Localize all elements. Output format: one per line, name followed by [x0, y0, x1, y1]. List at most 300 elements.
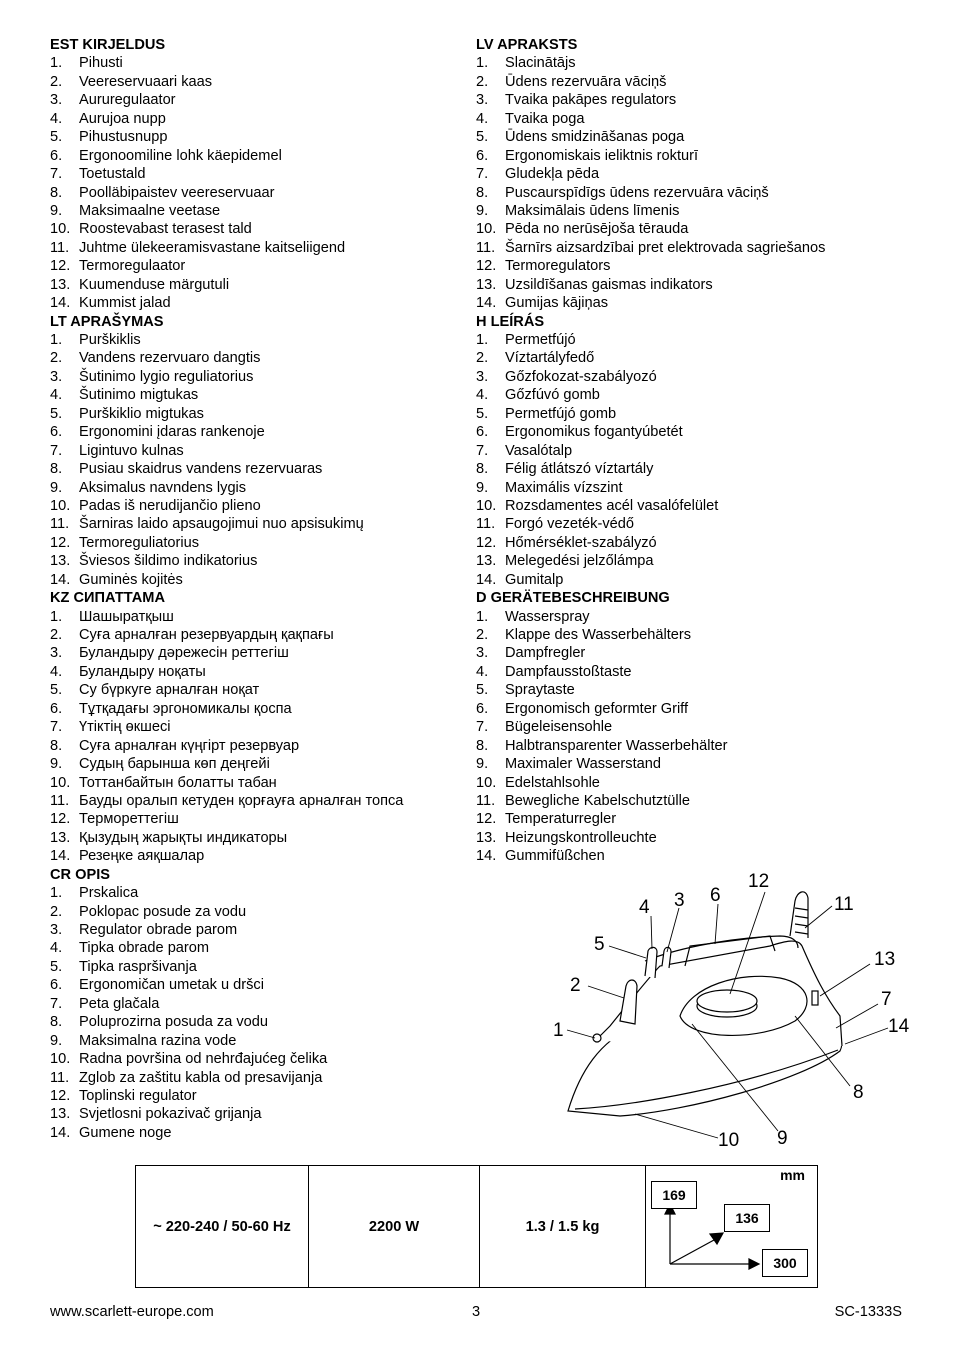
item-number: 6.: [50, 147, 63, 164]
item-text: Puscaurspīdīgs ūdens rezervuāra vāciņš: [505, 184, 769, 201]
list-item: [476, 700, 916, 718]
dimensions-cell: [646, 1166, 818, 1288]
callout-1: 1: [553, 1020, 564, 1041]
parts-list: [50, 331, 470, 589]
item-text: Halbtransparenter Wasserbehälter: [505, 737, 728, 754]
item-number: 14.: [476, 848, 497, 865]
item-number: 8.: [50, 461, 63, 478]
item-text: Slacinātājs: [505, 55, 576, 72]
item-text: Ergonomini įdaras rankenoje: [79, 424, 265, 441]
item-number: 9.: [476, 479, 489, 496]
list-item: [50, 1124, 470, 1142]
callout-14: 14: [888, 1016, 910, 1037]
item-text: Суға арналған күңгірт резервуар: [79, 737, 300, 754]
item-number: 2.: [476, 627, 489, 643]
item-number: 11.: [50, 516, 70, 533]
list-item: [476, 73, 916, 91]
item-number: 1.: [50, 885, 63, 902]
list-item: [476, 571, 916, 589]
item-text: Bügeleisensohle: [505, 719, 613, 736]
parts-list: [50, 608, 470, 866]
item-text: Ligintuvo kulnas: [79, 442, 184, 459]
item-text: Gludekļa pēda: [505, 166, 600, 183]
dim-height: 169: [651, 1181, 697, 1209]
item-number: 2.: [50, 627, 63, 643]
item-number: 11.: [50, 1069, 70, 1086]
callout-11: 11: [834, 894, 854, 915]
list-item: [50, 460, 470, 478]
list-item: [476, 552, 916, 570]
list-item: [50, 147, 470, 165]
item-number: 4.: [50, 663, 63, 680]
item-text: Қызудың жарықты индикаторы: [79, 829, 288, 846]
iron-diagram: [540, 866, 920, 1156]
item-number: 2.: [50, 73, 63, 90]
footer-website: www.scarlett-europe.com: [50, 1304, 214, 1320]
list-item: [50, 755, 470, 773]
item-number: 14.: [50, 295, 71, 312]
item-number: 2.: [476, 73, 489, 90]
list-item: [50, 958, 470, 976]
item-number: 14.: [476, 295, 497, 312]
list-item: [50, 165, 470, 183]
item-number: 7.: [50, 995, 63, 1012]
item-number: 12.: [476, 258, 497, 275]
item-number: 13.: [50, 829, 71, 846]
footer-page-number: 3: [472, 1304, 481, 1320]
item-number: 8.: [476, 737, 489, 754]
list-item: [50, 202, 470, 220]
list-item: [50, 847, 470, 865]
item-number: 1.: [50, 55, 63, 72]
item-text: Шашыратқыш: [79, 608, 174, 625]
list-item: [50, 349, 470, 367]
list-item: [50, 331, 470, 349]
callout-9: 9: [777, 1128, 788, 1149]
item-number: 12.: [50, 534, 71, 551]
item-number: 13.: [476, 276, 497, 293]
item-number: 4.: [476, 663, 489, 680]
list-item: [476, 737, 916, 755]
dim-length: 300: [762, 1249, 808, 1277]
item-text: Melegedési jelzőlámpa: [505, 553, 654, 570]
item-number: 12.: [50, 1087, 71, 1104]
item-number: 11.: [476, 516, 496, 533]
list-item: [476, 479, 916, 497]
list-item: [50, 976, 470, 994]
list-item: [50, 552, 470, 570]
right-column: [476, 36, 916, 866]
item-text: Purškiklio migtukas: [79, 405, 204, 422]
item-number: 9.: [50, 1032, 63, 1049]
list-item: [476, 239, 916, 257]
item-text: Guminės kojitės: [79, 571, 183, 588]
item-text: Үтіктің өкшесі: [79, 719, 171, 736]
item-text: Ergonoomiline lohk käepidemel: [79, 147, 282, 164]
item-text: Víztartályfedő: [505, 350, 595, 367]
list-item: [476, 331, 916, 349]
power-cell: [309, 1166, 480, 1288]
parts-list: [476, 331, 916, 589]
weight-cell: [480, 1166, 646, 1288]
item-text: Šviesos šildimo indikatorius: [79, 553, 258, 570]
item-text: Maksimaalne veetase: [79, 202, 221, 219]
callout-2: 2: [570, 975, 581, 996]
item-number: 14.: [476, 571, 497, 588]
item-number: 6.: [50, 700, 63, 717]
item-text: Šutinimo lygio reguliatorius: [79, 368, 254, 385]
item-number: 11.: [50, 792, 70, 809]
item-text: Spraytaste: [505, 682, 575, 699]
item-text: Ergonomisch geformter Griff: [505, 700, 689, 717]
item-text: Gőzfokozat-szabályozó: [505, 368, 657, 385]
item-text: Gumijas kājiņas: [505, 295, 609, 312]
callout-13: 13: [874, 949, 896, 970]
item-number: 10.: [50, 774, 71, 791]
list-item: [50, 626, 470, 644]
list-item: [476, 294, 916, 312]
item-text: Zglob za zaštitu kabla od presavijanja: [79, 1069, 323, 1086]
item-text: Regulator obrade parom: [79, 922, 238, 938]
item-text: Бауды оралып кетуден қорғауға арналған топса: [79, 792, 404, 809]
list-item: [476, 497, 916, 515]
item-text: Šarnīrs aizsardzībai pret elektrovada sagriešanos: [505, 239, 826, 256]
callout-6: 6: [710, 885, 721, 906]
item-text: Poklopac posude za vodu: [79, 903, 247, 920]
list-item: [476, 165, 916, 183]
list-item: [50, 257, 470, 275]
item-text: Šarniras laido apsaugojimui nuo apsisukimų: [79, 516, 364, 533]
list-item: [50, 534, 470, 552]
item-text: Klappe des Wasserbehälters: [505, 627, 692, 643]
list-item: [50, 128, 470, 146]
item-number: 10.: [50, 221, 71, 238]
item-text: Toetustald: [79, 166, 146, 183]
voltage-cell: [136, 1166, 309, 1288]
list-item: [476, 460, 916, 478]
list-item: [476, 220, 916, 238]
list-item: [476, 718, 916, 736]
item-text: Juhtme ülekeeramisvastane kaitseliigend: [79, 239, 346, 256]
item-number: 4.: [50, 940, 63, 957]
list-item: [50, 276, 470, 294]
item-text: Aururegulaator: [79, 92, 176, 109]
dim-width: 136: [724, 1204, 770, 1232]
list-item: [476, 792, 916, 810]
list-item: [50, 1013, 470, 1031]
item-text: Kummist jalad: [79, 295, 171, 312]
item-text: Kuumenduse märgutuli: [79, 276, 230, 293]
dims-unit: mm: [780, 1167, 805, 1183]
item-text: Буландыру ноқаты: [79, 663, 206, 680]
item-text: Pihusti: [79, 55, 123, 72]
list-item: [50, 1087, 470, 1105]
item-number: 5.: [476, 405, 489, 422]
list-item: [50, 921, 470, 939]
item-number: 2.: [50, 903, 63, 920]
item-number: 1.: [50, 608, 63, 625]
item-number: 12.: [50, 258, 71, 275]
item-number: 11.: [476, 239, 496, 256]
callout-4: 4: [639, 897, 650, 918]
item-text: Wasserspray: [505, 608, 590, 625]
item-number: 6.: [50, 977, 63, 994]
item-number: 1.: [476, 332, 489, 348]
item-number: 2.: [476, 350, 489, 367]
item-text: Ergonomiskais ieliktnis rokturī: [505, 147, 699, 164]
item-number: 14.: [50, 1124, 71, 1141]
item-number: 5.: [50, 682, 63, 699]
item-text: Uzsildīšanas gaismas indikators: [505, 276, 713, 293]
list-item: [50, 903, 470, 921]
item-text: Суға арналған резервуардың қақпағы: [79, 627, 334, 643]
item-text: Poolläbipaistev veereservuaar: [79, 184, 275, 201]
item-number: 3.: [476, 645, 489, 662]
list-item: [50, 423, 470, 441]
callout-12: 12: [748, 871, 770, 892]
item-number: 10.: [476, 774, 497, 791]
item-number: 11.: [50, 239, 70, 256]
callout-5: 5: [594, 934, 605, 955]
item-number: 10.: [476, 497, 497, 514]
item-text: Gumene noge: [79, 1124, 172, 1141]
item-text: Dampfregler: [505, 645, 586, 662]
item-number: 8.: [50, 1014, 63, 1031]
item-number: 13.: [50, 276, 71, 293]
list-item: [476, 184, 916, 202]
item-text: Gumitalp: [505, 571, 564, 588]
item-number: 2.: [50, 350, 63, 367]
item-number: 10.: [50, 1051, 71, 1068]
item-text: Судың барынша көп деңгейі: [79, 756, 270, 773]
list-item: [50, 663, 470, 681]
item-number: 5.: [50, 958, 63, 975]
list-item: [476, 128, 916, 146]
list-item: [476, 423, 916, 441]
list-item: [50, 497, 470, 515]
item-text: Padas iš nerudijančio plieno: [79, 497, 261, 514]
voltage-value: ~ 220-240 / 50-60 Hz: [153, 1218, 291, 1235]
item-text: Ergonomičan umetak u dršci: [79, 977, 264, 994]
item-number: 7.: [50, 166, 63, 183]
item-number: 6.: [476, 424, 489, 441]
power-value: 2200 W: [368, 1218, 420, 1235]
item-text: Edelstahlsohle: [505, 774, 600, 791]
item-number: 6.: [476, 700, 489, 717]
list-item: [50, 442, 470, 460]
list-item: [50, 884, 470, 902]
item-text: Pihustusnupp: [79, 129, 168, 146]
item-text: Prskalica: [79, 885, 139, 902]
item-number: 12.: [476, 534, 497, 551]
item-number: 1.: [50, 332, 63, 348]
item-text: Termoregulators: [505, 258, 611, 275]
callout-7: 7: [881, 989, 892, 1010]
list-item: [50, 110, 470, 128]
list-item: [50, 792, 470, 810]
list-item: [476, 54, 916, 72]
list-item: [476, 810, 916, 828]
item-text: Rozsdamentes acél vasalófelület: [505, 497, 719, 514]
item-number: 14.: [50, 848, 71, 865]
item-text: Peta glačala: [79, 995, 160, 1012]
list-item: [476, 681, 916, 699]
list-item: [50, 479, 470, 497]
list-item: [50, 774, 470, 792]
item-number: 5.: [476, 129, 489, 146]
item-text: Veereservuaari kaas: [79, 73, 213, 90]
spec-row: [136, 1166, 818, 1288]
item-text: Tvaika poga: [505, 110, 585, 127]
item-number: 1.: [476, 608, 489, 625]
item-number: 7.: [476, 166, 489, 183]
item-number: 3.: [50, 92, 63, 109]
item-text: Forgó vezeték-védő: [505, 516, 634, 533]
list-item: [476, 755, 916, 773]
item-text: Maximális vízszint: [505, 479, 623, 496]
item-text: Termoreguliatorius: [79, 534, 200, 551]
item-number: 5.: [50, 129, 63, 146]
item-text: Hőmérséklet-szabályzó: [505, 534, 657, 551]
list-item: [476, 829, 916, 847]
list-item: [50, 386, 470, 404]
spec-table: [135, 1165, 818, 1288]
item-text: Svjetlosni pokazivač grijanja: [79, 1106, 262, 1123]
item-number: 9.: [50, 756, 63, 773]
item-text: Термореттегіш: [79, 811, 179, 828]
item-number: 13.: [476, 829, 497, 846]
item-number: 13.: [50, 553, 71, 570]
item-text: Maksimalna razina vode: [79, 1032, 237, 1049]
list-item: [50, 294, 470, 312]
left-column: [50, 36, 470, 1142]
item-number: 11.: [476, 792, 496, 809]
item-text: Vandens rezervuaro dangtis: [79, 350, 261, 367]
callout-10: 10: [718, 1130, 740, 1151]
list-item: [50, 239, 470, 257]
item-text: Poluprozirna posuda za vodu: [79, 1014, 269, 1031]
item-text: Félig átlátszó víztartály: [505, 461, 654, 478]
item-text: Буландыру дәрежесін реттегіш: [79, 645, 289, 662]
item-text: Ūdens smidzināšanas poga: [505, 129, 685, 146]
item-number: 3.: [50, 922, 63, 938]
list-item: [476, 386, 916, 404]
list-item: [50, 515, 470, 533]
item-text: Тұтқадағы эргономикалы қоспа: [79, 700, 292, 717]
item-number: 7.: [50, 442, 63, 459]
item-number: 4.: [476, 387, 489, 404]
item-number: 3.: [50, 645, 63, 662]
item-number: 14.: [50, 571, 71, 588]
item-text: Pusiau skaidrus vandens rezervuaras: [79, 461, 323, 478]
list-item: [50, 939, 470, 957]
list-item: [50, 810, 470, 828]
item-number: 8.: [476, 461, 489, 478]
item-text: Aksimalus navndens lygis: [79, 479, 247, 496]
item-text: Permetfújó: [505, 332, 576, 348]
list-item: [50, 91, 470, 109]
list-item: [476, 442, 916, 460]
section-title: LV APRAKSTS: [476, 37, 578, 53]
item-number: 5.: [476, 682, 489, 699]
list-item: [50, 73, 470, 91]
list-item: [50, 1050, 470, 1068]
list-item: [476, 368, 916, 386]
item-number: 10.: [476, 221, 497, 238]
item-text: Tipka obrade parom: [79, 940, 210, 957]
iron-drawing: [568, 892, 842, 1116]
section-title: KZ СИПАТТАМА: [50, 590, 165, 607]
parts-list: [476, 54, 916, 312]
item-text: Су бүркуге арналған ноқат: [79, 682, 260, 699]
list-item: [50, 405, 470, 423]
item-number: 12.: [476, 811, 497, 828]
item-text: Tipka raspršivanja: [79, 958, 197, 975]
item-text: Tvaika pakāpes regulators: [505, 92, 677, 109]
list-item: [476, 147, 916, 165]
item-text: Gőzfúvó gomb: [505, 387, 600, 404]
item-number: 9.: [50, 479, 63, 496]
item-text: Termoregulaator: [79, 258, 186, 275]
item-text: Gummifüßchen: [505, 848, 605, 865]
list-item: [476, 847, 916, 865]
item-number: 8.: [50, 184, 63, 201]
list-item: [476, 405, 916, 423]
item-text: Тоттанбайтын болатты табан: [79, 774, 277, 791]
list-item: [476, 276, 916, 294]
list-item: [476, 644, 916, 662]
item-text: Bewegliche Kabelschutztülle: [505, 792, 690, 809]
parts-list: [50, 884, 470, 1142]
item-number: 8.: [476, 184, 489, 201]
section-title: EST KIRJELDUS: [50, 37, 166, 53]
list-item: [50, 644, 470, 662]
list-item: [476, 349, 916, 367]
item-text: Ergonomikus fogantyúbetét: [505, 424, 683, 441]
list-item: [476, 110, 916, 128]
list-item: [476, 626, 916, 644]
list-item: [50, 1069, 470, 1087]
item-number: 7.: [50, 719, 63, 736]
section-title: CR OPIS: [50, 866, 111, 883]
list-item: [476, 534, 916, 552]
list-item: [476, 202, 916, 220]
item-number: 4.: [50, 387, 63, 404]
item-text: Purškiklis: [79, 332, 141, 348]
item-number: 3.: [476, 368, 489, 385]
item-number: 6.: [476, 147, 489, 164]
item-text: Permetfújó gomb: [505, 405, 617, 422]
list-item: [476, 774, 916, 792]
list-item: [50, 54, 470, 72]
item-number: 8.: [50, 737, 63, 754]
callout-8: 8: [853, 1082, 864, 1103]
item-text: Ūdens rezervuāra vāciņš: [505, 73, 667, 90]
list-item: [50, 718, 470, 736]
item-number: 7.: [476, 719, 489, 736]
list-item: [50, 220, 470, 238]
item-number: 3.: [476, 92, 489, 109]
item-text: Maksimālais ūdens līmenis: [505, 202, 680, 219]
item-text: Vasalótalp: [505, 442, 573, 459]
item-number: 7.: [476, 442, 489, 459]
item-text: Radna površina od nehrđajućeg čelika: [79, 1051, 328, 1068]
item-number: 9.: [476, 202, 489, 219]
item-number: 3.: [50, 368, 63, 385]
item-text: Toplinski regulator: [79, 1087, 197, 1104]
list-item: [50, 1105, 470, 1123]
item-text: Aurujoa nupp: [79, 110, 166, 127]
